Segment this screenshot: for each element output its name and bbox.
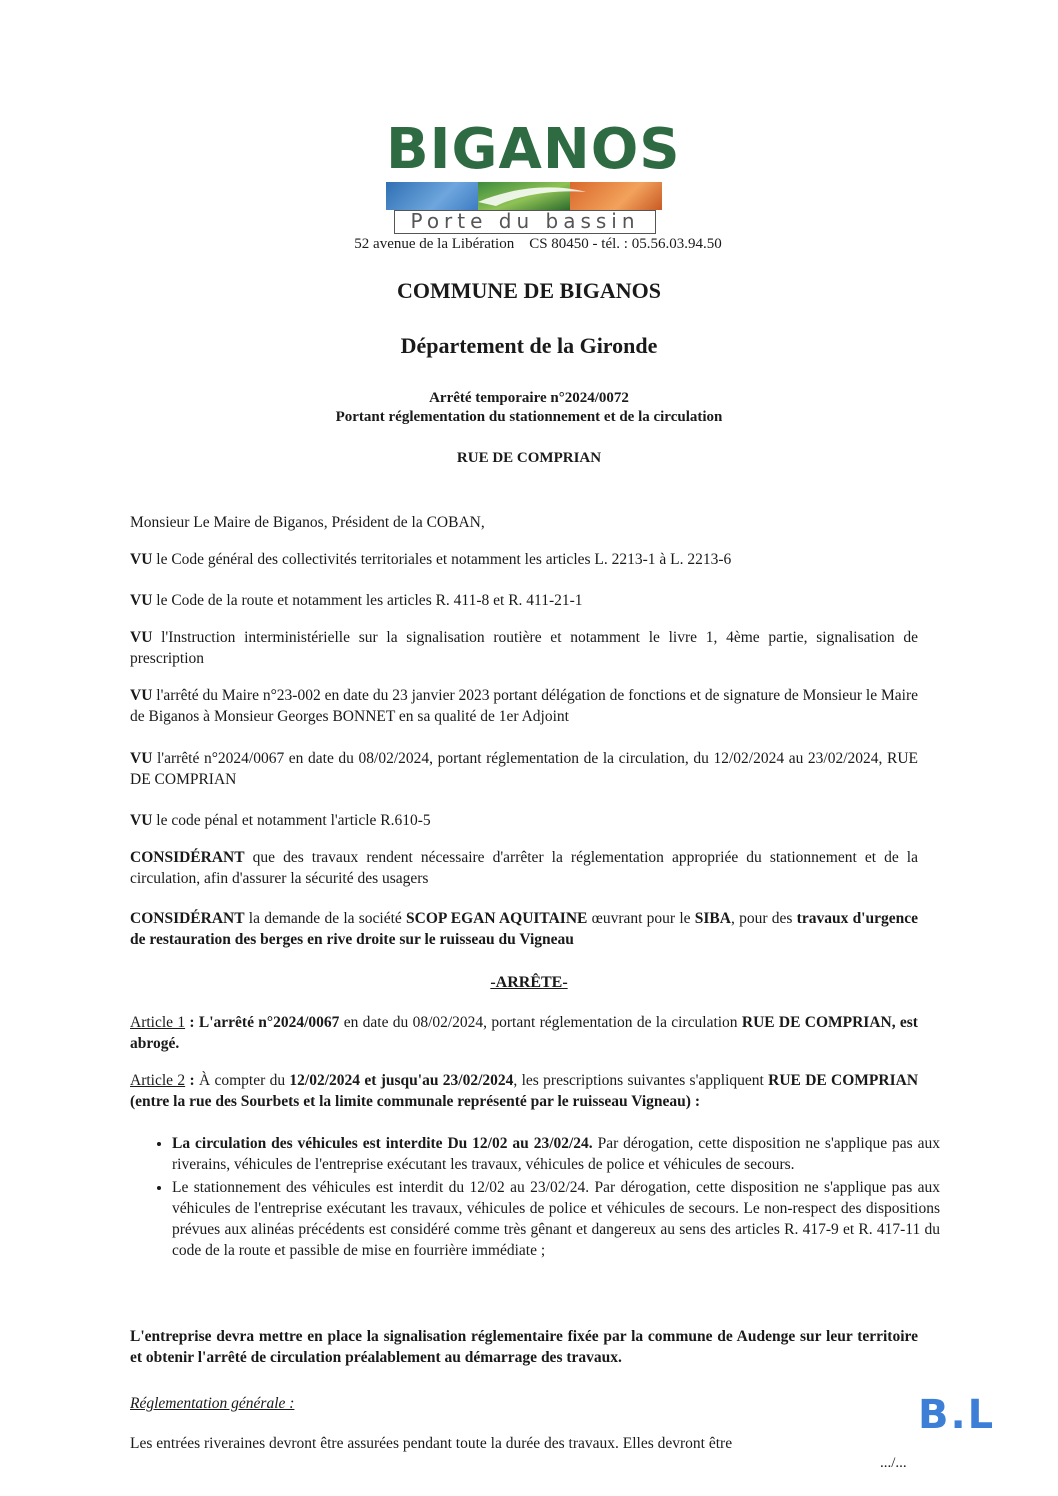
last-paragraph: Les entrées riveraines devront être assurées pendant toute la durée des travaux. Elles devront être (130, 1435, 733, 1452)
logo-tagline: Porte du bassin (394, 210, 656, 234)
considerant-keyword: CONSIDÉRANT (130, 849, 245, 866)
arrete-heading: -ARRÊTE- (490, 974, 568, 991)
article-2-text: À compter du (198, 1072, 290, 1089)
mairie-address: 52 avenue de la Libération CS 80450 - tél. : 05.56.03.94.50 (354, 236, 722, 252)
vu-text: le Code de la route et notamment les articles R. 411-8 et R. 411-21-1 (152, 592, 583, 609)
handwritten-initials: B.L (918, 1392, 996, 1438)
article-separator: : (185, 1014, 199, 1031)
biganos-logo (386, 117, 681, 238)
vu-text: le code pénal et notamment l'article R.610-5 (152, 812, 431, 829)
vu-paragraph-5 (130, 748, 918, 790)
org-name: SIBA (694, 910, 731, 927)
commune-title: COMMUNE DE BIGANOS (396, 278, 661, 303)
company-name: SCOP EGAN AQUITAINE (406, 910, 588, 927)
list-item (172, 1177, 940, 1261)
works-description: travaux d'urgence de restauration des berges en rive droite sur le ruisseau du Vigneau (130, 910, 919, 948)
continued-mark: .../... (880, 1455, 907, 1471)
article-separator: : (185, 1072, 199, 1089)
arrete-header (0, 389, 1058, 427)
vu-keyword: VU (130, 592, 153, 609)
vu-paragraph-4 (130, 685, 918, 727)
article-2-street: RUE DE COMPRIAN (entre la rue des Sourbets et la limite communale représenté par le ruisseau Vigneau) (130, 1072, 919, 1110)
considerant-keyword: CONSIDÉRANT (130, 910, 245, 927)
vu-keyword: VU (130, 750, 153, 767)
vu-keyword: VU (130, 551, 153, 568)
considerant-text: que des travaux rendent nécessaire d'arrêter la réglementation appropriée du stationnement et de la circulation, afin d'assurer la sécurité des usagers (130, 849, 918, 887)
article-1-bold: L'arrêté n°2024/0067 (198, 1014, 340, 1031)
vu-text: l'arrêté du Maire n°23-002 en date du 23 janvier 2023 portant délégation de fonctions et de signature de Monsieur le Maire de Biganos à Monsieur Georges BONNET en sa qualité de 1er Adjoint (130, 687, 918, 725)
vu-text: l'Instruction interministérielle sur la signalisation routière et notamment le livre 1, 4ème partie, signalisation de prescription (130, 629, 918, 667)
article-2-bullets (150, 1133, 940, 1263)
bullet-text: Le stationnement des véhicules est interdit du 12/02 au 23/02/24. Par dérogation, cette disposition ne s'applique pas aux véhicules de l'entreprise exécutant les travaux, véhicules de police et véhicules de secours. Le non-respect des dispositions prévues aux alinéas précédents est considéré comme très gênant et dangereux au sens des articles R. 417-9 et R. 417-11 du code de la route et passible de mise en fourrière immédiate ; (172, 1179, 940, 1259)
article-1-text: en date du 08/02/2024, portant réglementation de la circulation (339, 1014, 742, 1031)
article-1-bold-end: RUE DE COMPRIAN, est abrogé. (130, 1014, 918, 1052)
vu-paragraph-3 (130, 627, 918, 669)
street-title: RUE DE COMPRIAN (456, 450, 602, 466)
logo-wordmark: BIGANOS (386, 117, 681, 182)
article-2-text: , les prescriptions suivantes s'appliquent (513, 1072, 769, 1089)
vu-text: l'arrêté n°2024/0067 en date du 08/02/2024, portant réglementation de la circulation, du 12/02/2024 au 23/02/2024, RUE DE COMPRIAN (130, 750, 918, 788)
vu-keyword: VU (130, 629, 153, 646)
article-2 (130, 1070, 918, 1112)
entreprise-note: L'entreprise devra mettre en place la signalisation réglementaire fixée par la commune de Audenge sur leur territoire et obtenir l'arrêté de circulation préalablement au démarrage des travaux. (130, 1328, 918, 1366)
arrete-number: Arrêté temporaire n°2024/0072 (429, 390, 629, 406)
vu-paragraph-6 (130, 810, 918, 831)
vu-text: le Code général des collectivités territoriales et notamment les articles L. 2213-1 à L. 2213-6 (152, 551, 732, 568)
arrete-subject: Portant réglementation du stationnement et de la circulation (335, 409, 723, 425)
considerant-text: , pour des (730, 910, 797, 927)
article-1-label: Article 1 (130, 1014, 186, 1031)
bullet-bold: La circulation des véhicules est interdite Du 12/02 au 23/02/24. (172, 1135, 593, 1152)
considerant-paragraph-1 (130, 847, 918, 889)
vu-paragraph-1 (130, 549, 918, 570)
vu-paragraph-2 (130, 590, 918, 611)
considerant-paragraph-2 (130, 908, 918, 950)
article-2-dates: 12/02/2024 et jusqu'au 23/02/2024 (289, 1072, 514, 1089)
logo-wave-icon (386, 182, 662, 210)
vu-keyword: VU (130, 812, 153, 829)
considerant-text: la demande de la société (244, 910, 407, 927)
considerant-text: œuvrant pour le (587, 910, 695, 927)
vu-keyword: VU (130, 687, 153, 704)
reglementation-title: Réglementation générale : (130, 1395, 295, 1412)
article-2-label: Article 2 (130, 1072, 186, 1089)
article-1 (130, 1012, 918, 1054)
article-2-colon: : (690, 1093, 700, 1110)
bullet-text: Par dérogation, cette disposition ne s'applique pas aux riverains, véhicules de l'entreprise exécutant les travaux, véhicules de police et véhicules de secours. (172, 1135, 940, 1173)
list-item (172, 1133, 940, 1175)
intro-paragraph: Monsieur Le Maire de Biganos, Président de la COBAN, (130, 514, 485, 531)
departement-title: Département de la Gironde (400, 333, 658, 358)
